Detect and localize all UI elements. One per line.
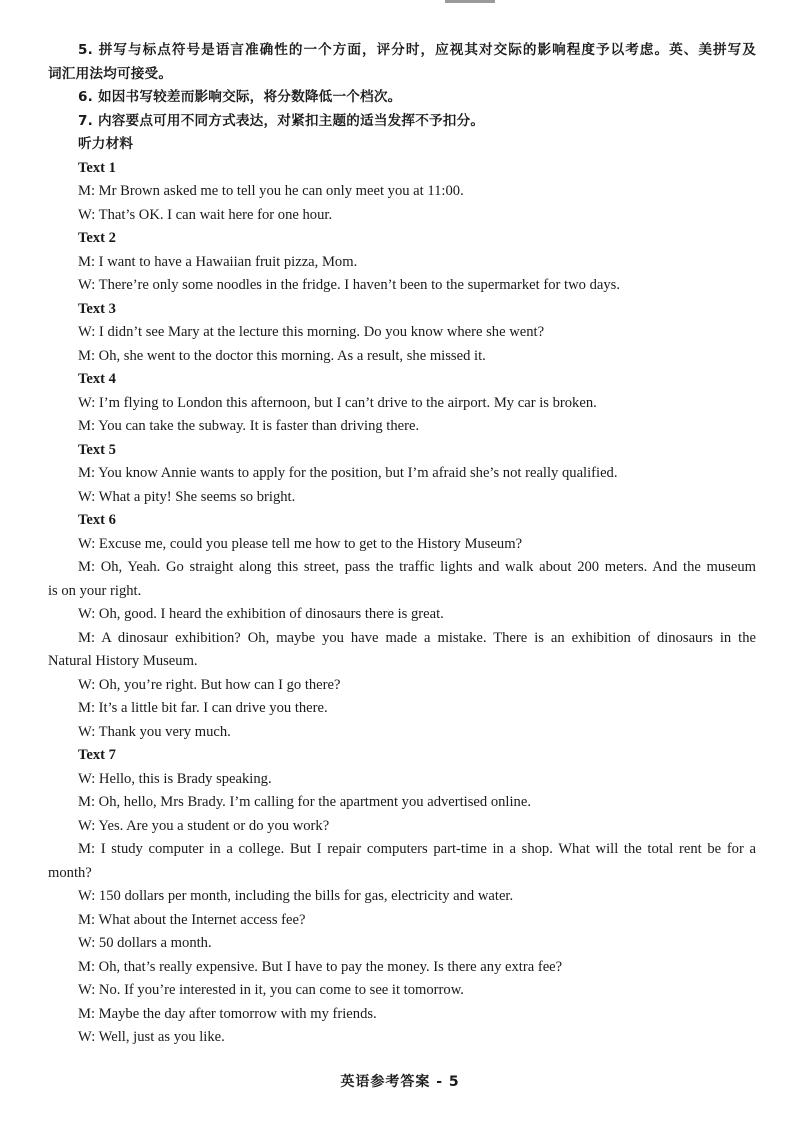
dialogue-line: M: Mr Brown asked me to tell you he can only meet you at 11:00.	[78, 183, 464, 199]
dialogue-line: W: No. If you’re interested in it, you can come to see it tomorrow.	[78, 982, 464, 998]
text-5-title: Text 5	[78, 441, 116, 458]
dialogue-line: W: That’s OK. I can wait here for one hour.	[78, 206, 333, 223]
dialogue-line: W: 150 dollars per month, including the bills for gas, electricity and water.	[78, 888, 514, 904]
dialogue-line: W: Thank you very much.	[78, 723, 231, 740]
rule-7: 7. 内容要点可用不同方式表达，对紧扣主题的适当发挥不予扣分。	[78, 112, 485, 129]
dialogue-line: W: There’re only some noodles in the fridge. I haven’t been to the supermarket for two days.	[78, 277, 620, 293]
text-7-title: Text 7	[78, 747, 116, 763]
text-1-title: Text 1	[78, 159, 116, 176]
dialogue-line: M: It’s a little bit far. I can drive you there.	[78, 700, 328, 716]
dialogue-line: W: Oh, good. I heard the exhibition of dinosaurs there is great.	[78, 606, 444, 622]
dialogue-line: W: 50 dollars a month.	[78, 935, 212, 951]
dialogue-line: M: What about the Internet access fee?	[78, 911, 306, 928]
dialogue-line: W: Oh, you’re right. But how can I go there?	[78, 676, 341, 693]
document-body	[48, 39, 756, 1050]
dialogue-line: M: Maybe the day after tomorrow with my friends.	[78, 1005, 377, 1022]
dialogue-line: M: Oh, hello, Mrs Brady. I’m calling for the apartment you advertised online.	[78, 794, 531, 810]
page-footer: 英语参考答案 - 5	[340, 1074, 460, 1090]
dialogue-line: W: Well, just as you like.	[78, 1029, 225, 1045]
dialogue-line: W: Yes. Are you a student or do you work?	[78, 817, 330, 834]
dialogue-line-continued: month?	[48, 864, 92, 881]
dialogue-line: W: Excuse me, could you please tell me how to get to the History Museum?	[78, 535, 523, 552]
dialogue-line-continued: Natural History Museum.	[48, 653, 198, 669]
dialogue-line: W: I’m flying to London this afternoon, but I can’t drive to the airport. My car is broken.	[78, 394, 597, 411]
rule-5-line-2: 词汇用法均可接受。	[48, 65, 173, 82]
dialogue-line: M: Oh, Yeah. Go straight along this street, pass the traffic lights and walk about 200 meters. And the museum	[78, 559, 756, 575]
text-2-title: Text 2	[78, 230, 116, 246]
dialogue-line: W: What a pity! She seems so bright.	[78, 488, 296, 505]
dialogue-line: M: Oh, she went to the doctor this morning. As a result, she missed it.	[78, 347, 486, 364]
dialogue-line: W: Hello, this is Brady speaking.	[78, 770, 272, 787]
rule-5-line-1: 5. 拼写与标点符号是语言准确性的一个方面，评分时，应视其对交际的影响程度予以考虑。英、美拼写及	[78, 42, 756, 58]
text-3-title: Text 3	[78, 300, 116, 317]
text-4-title: Text 4	[78, 371, 116, 387]
text-6-title: Text 6	[78, 512, 116, 528]
dialogue-line: M: I study computer in a college. But I repair computers part-time in a shop. What will the total rent be for a	[78, 841, 756, 857]
dialogue-line: M: I want to have a Hawaiian fruit pizza, Mom.	[78, 253, 358, 270]
dialogue-line: M: Oh, that’s really expensive. But I have to pay the money. Is there any extra fee?	[78, 958, 563, 975]
dialogue-line: M: A dinosaur exhibition? Oh, maybe you have made a mistake. There is an exhibition of dinosaurs in the	[78, 629, 756, 646]
dialogue-line: M: You know Annie wants to apply for the position, but I’m afraid she’s not really qualified.	[78, 465, 618, 481]
dialogue-line-continued: is on your right.	[48, 582, 142, 599]
dialogue-line: W: I didn’t see Mary at the lecture this morning. Do you know where she went?	[78, 324, 545, 340]
rule-6: 6. 如因书写较差而影响交际，将分数降低一个档次。	[78, 89, 402, 105]
section-title: 听力材料	[78, 136, 134, 152]
scan-edge-mark	[445, 0, 495, 3]
dialogue-line: M: You can take the subway. It is faster than driving there.	[78, 418, 420, 434]
